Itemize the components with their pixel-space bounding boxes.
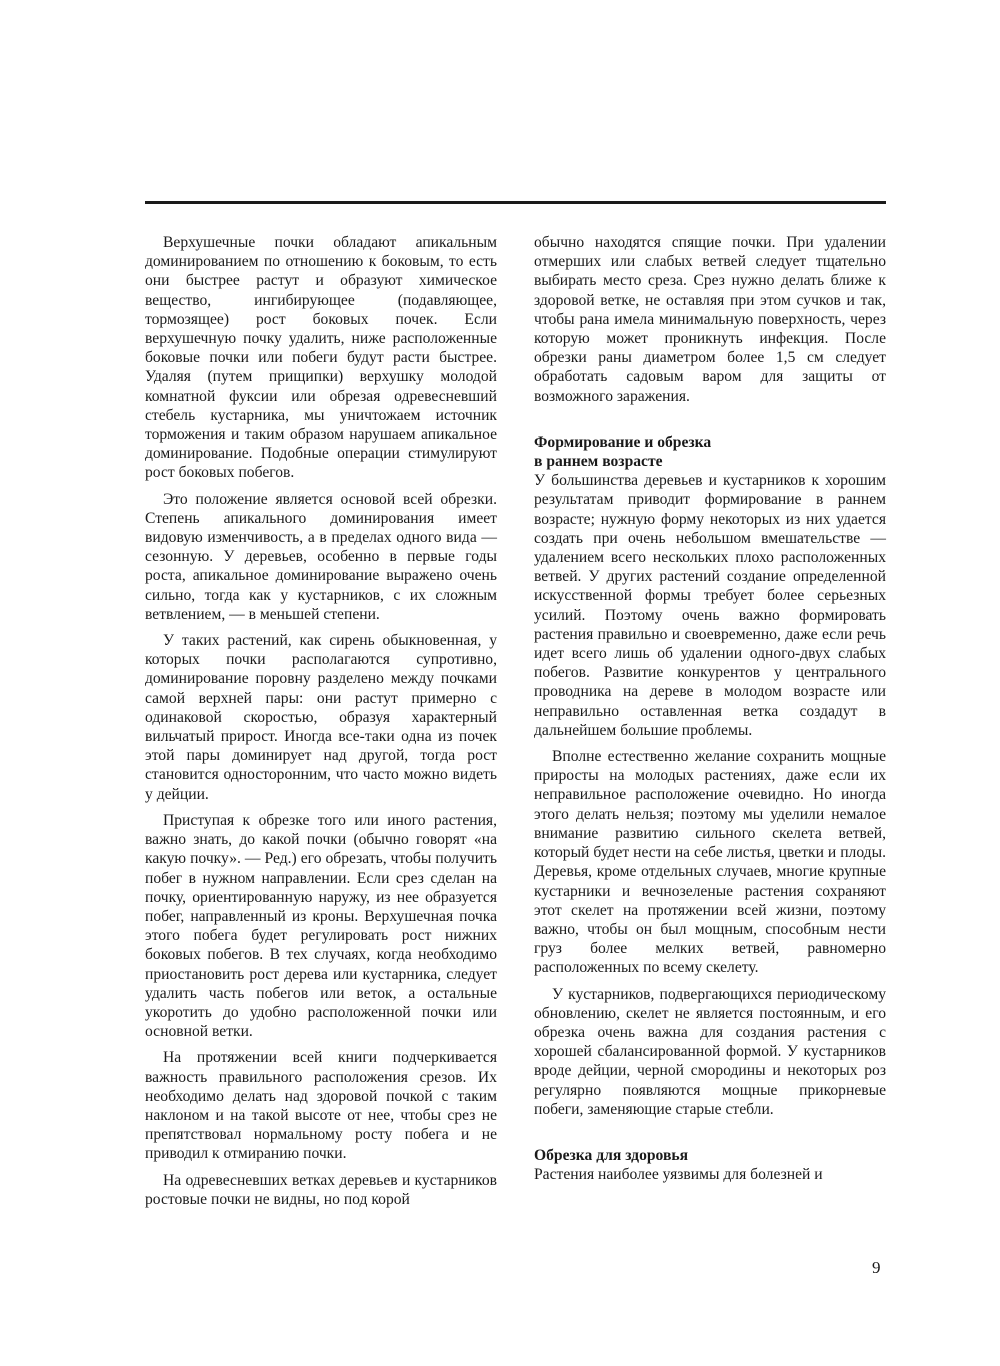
paragraph: Растения наиболее уязвимы для болезней и [534,1166,823,1184]
section-heading-health: Обрезка для здоровья [534,1146,689,1164]
paragraph: Вполне естественно желание сохранить мощные приросты на молодых растениях, даже если их неправильное расположение очевидно. Но иногда этого делать нельзя; поэтому мы уделили немалое внимание развитию сильного скелета ветвей, который будет нести на себе листья, цветки и плоды. Деревья, кроме отдельных случаев, многие крупные кустарники и вечнозеленые растения сохраняют этот скелет на протяжении всей жизни, поэтому важно, чтобы он был мощным, способным нести груз более мелких ветвей, равномерно расположенных по всему скелету. [534,748,886,977]
paragraph: Верхушечные почки обладают апикальным доминированием по отношению к боковым, то есть они быстрее растут и образуют химическое вещество, ингибирующее (подавляющее, тормозящее) рост боковых почек. Если верхушечную почку удалить, ниже расположенные боковые почки или побеги будут расти быстрее. Удаляя (путем прищипки) верхушку молодой комнатной фуксии или обрезая одревесневший стебель кустарника, мы уничтожаем источник торможения и таким образом нарушаем апикальное доминирование. Подобные операции стимулируют рост боковых побегов. [145,234,497,482]
heading-line-2: в раннем возрасте [534,453,663,471]
right-column [534,233,886,1191]
header-rule [145,201,886,204]
paragraph: У кустарников, подвергающихся периодическому обновлению, скелет не является постоянным, и его обрезка очень важна для создания растения с хорошей сбалансированной формой. У кустарников вроде дейции, черной смородины и некоторых роз регулярно появляются мощные прикорневые побеги, заменяющие старые стебли. [534,985,886,1118]
paragraph: У большинства деревьев и кустарников к хорошим результатам приводит формирование в раннем возрасте; нужную форму некоторых из них удается создать при очень небольшом вмешательстве — удалением всего нескольких плохо расположенных ветвей. У других растений создание определенной искусственной формы требует более серьезных усилий. Поэтому очень важно формировать растения правильно и своевременно, даже если речь идет всего лишь об удалении одного-двух слабых побегов. Развитие конкурентов у центрального проводника на дереве в молодом возрасте или неправильно оставленная ветка создадут в дальнейшем большие проблемы. [534,472,886,739]
heading-line-1: Формирование и обрезка [534,433,712,451]
paragraph: Приступая к обрезке того или иного растения, важно знать, до какой почки (обычно говорят «на какую почку». — Ред.) его обрезать, чтобы получить побег в нужном направлении. Если срез сделан на почку, ориентированную наружу, из нее образуется побег, направленный из кроны. Верхушечная почка этого побега будет регулировать рост нижних боковых побегов. В тех случаях, когда необходимо приостановить рост дерева или кустарника, следует удалить часть побегов или веток, а остальные укоротить до удобно расположенной почки или основной ветки. [145,811,497,1041]
page-number: 9 [872,1258,881,1277]
paragraph: На протяжении всей книги подчеркивается важность правильного расположения срезов. Их необходимо делать над здоровой почкой с таким наклоном и на такой высоте от нее, чтобы срез не препятствовал нормальному росту побега и не приводил к отмиранию почки. [145,1049,497,1163]
left-column [145,233,497,1216]
paragraph: Это положение является основой всей обрезки. Степень апикального доминирования имеет видовую изменчивость, а в пределах одного вида — сезонную. У деревьев, особенно в первые годы роста, апикальное доминирование выражено очень сильно, тогда как у кустарников, с их сложным ветвлением, — в меньшей степени. [145,490,497,623]
continued-paragraph: обычно находятся спящие почки. При удалении отмерших или слабых ветвей следует тщательно выбирать место среза. Срез нужно делать ближе к здоровой ветке, не оставляя при этом сучков и так, чтобы рана имела минимальную поверхность, через которую может проникнуть инфекция. После обрезки раны диаметром более 1,5 см следует обработать садовым варом для защиты от возможного заражения. [534,234,886,405]
section-gap [534,413,886,433]
section-heading-formation [534,433,886,471]
section-gap [534,1126,886,1146]
paragraph: На одревесневших ветках деревьев и кустарников ростовые почки не видны, но под корой [145,1171,497,1208]
paragraph: У таких растений, как сирень обыкновенная, у которых почки располагаются супротивно, доминирование поровну разделено между почками самой верхней пары: они растут примерно с одинаковой скоростью, образуя характерный вильчатый прирост. Иногда все-таки одна из почек этой пары доминирует над другой, тогда рост становится односторонним, что часто можно видеть у дейции. [145,632,497,803]
